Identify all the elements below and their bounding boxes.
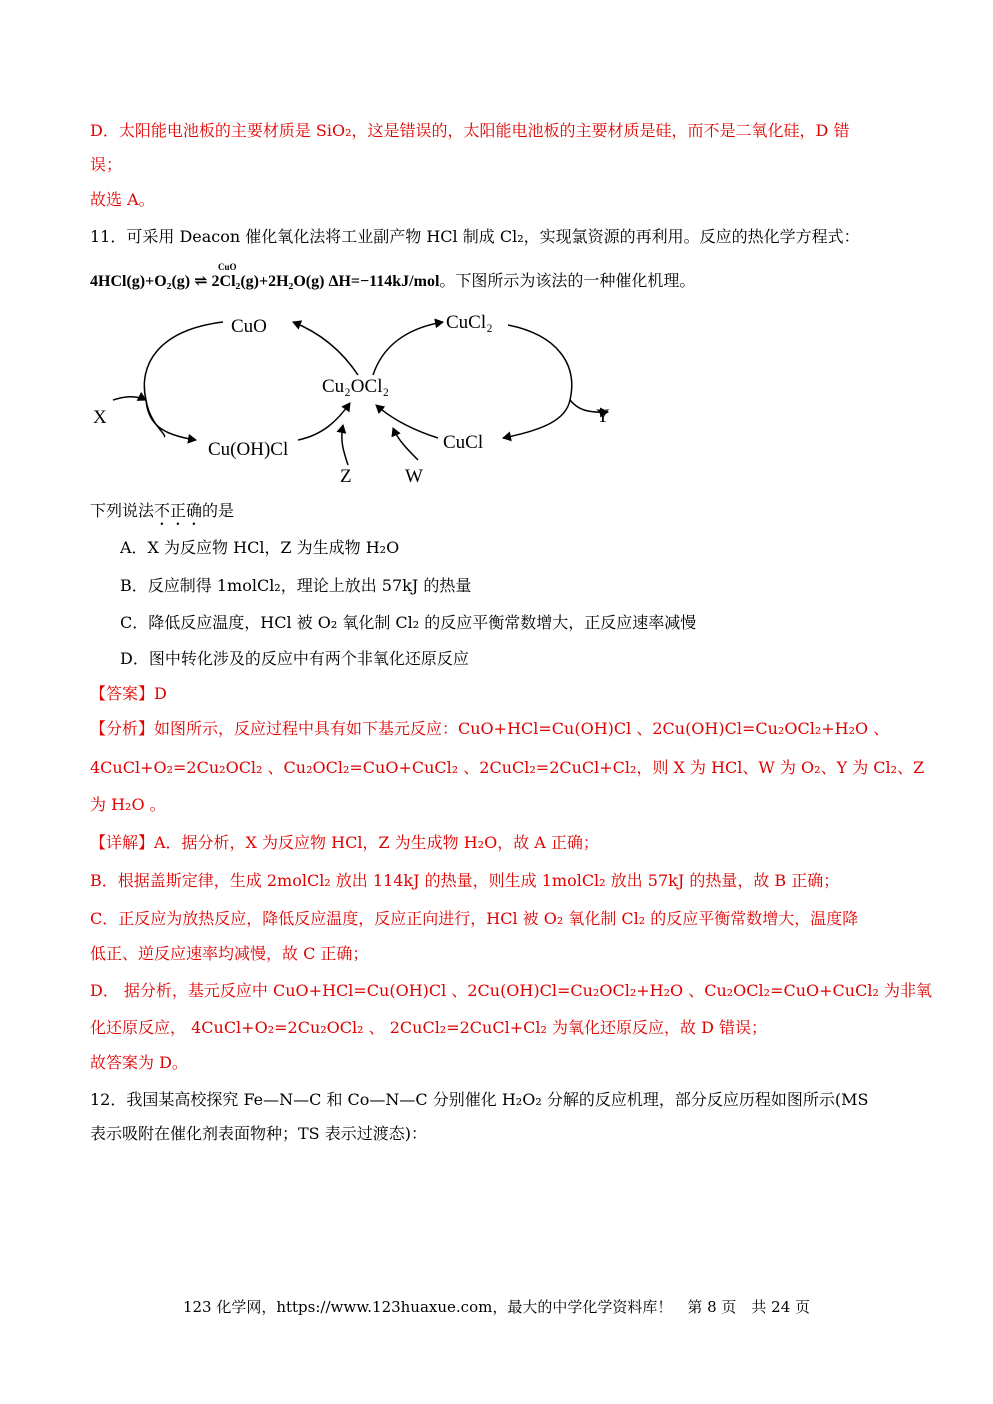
label-cu2ocl2: Cu₂OCl₂ [322, 376, 390, 397]
detail-a: 【详解】A．据分析，X 为反应物 HCl，Z 为生成物 H₂O，故 A 正确； [90, 833, 599, 852]
detail-c-line1: C．正反应为放热反应，降低反应温度，反应正向进行，HCl 被 O₂ 氧化制 Cl₂ 的反应平衡常数增大，温度降 [90, 909, 859, 928]
d-option-explanation-line1: D．太阳能电池板的主要材质是 SiO₂，这是错误的，太阳能电池板的主要材质是硅，而不是二氧化硅，D 错 [90, 121, 850, 140]
catalytic-mechanism-diagram [88, 300, 648, 500]
analysis-line1: 【分析】如图所示，反应过程中具有如下基元反应：CuO+HCl=Cu(OH)Cl 、2Cu(OH)Cl=Cu₂OCl₂+H₂O 、 [90, 719, 890, 738]
option-a: A．X 为反应物 HCl，Z 为生成物 H₂O [120, 538, 400, 557]
arrow-to-cucl2 [373, 322, 443, 375]
analysis-line3: 为 H₂O 。 [90, 795, 166, 814]
label-w: W [405, 466, 423, 487]
label-z: Z [340, 466, 352, 487]
label-x: X [93, 407, 107, 428]
option-c: C．降低反应温度，HCl 被 O₂ 氧化制 Cl₂ 的反应平衡常数增大，正反应速率减慢 [120, 613, 697, 632]
detail-c-line2: 低正、逆反应速率均减慢，故 C 正确； [90, 944, 369, 963]
option-d: D．图中转化涉及的反应中有两个非氧化还原反应 [120, 649, 469, 668]
answer: 【答案】D [90, 684, 167, 703]
question-12-line1: 12．我国某高校探究 Fe—N—C 和 Co—N—C 分别催化 H₂O₂ 分解的反应机理，部分反应历程如图所示(MS [90, 1090, 869, 1109]
conclusion-q11: 故答案为 D。 [90, 1053, 188, 1072]
conclusion-q10: 故选 A。 [90, 190, 155, 209]
label-cucl: CuCl [443, 432, 484, 453]
cycle-arc-left [144, 322, 223, 437]
label-cucl2: CuCl₂ [446, 312, 493, 333]
stem-emphasis: 不正确 [154, 501, 203, 520]
arrow-w [393, 428, 418, 460]
label-cuohcl: Cu(OH)Cl [208, 439, 289, 460]
arrow-z [342, 425, 348, 465]
question-stem [90, 498, 910, 529]
equation-tail: 。下图所示为该法的一种催化机理。 [439, 271, 696, 290]
arrow-to-cuo [293, 322, 358, 375]
stem-suffix: 的是 [202, 501, 235, 520]
thermochemical-equation: 4HCl(g)+O₂(g) ⇌ 2Cl₂(g)+2H₂O(g) ΔH=−114kJ/mol [90, 273, 440, 290]
detail-d-line1: D． 据分析，基元反应中 CuO+HCl=Cu(OH)Cl 、2Cu(OH)Cl=Cu₂OCl₂+H₂O 、Cu₂OCl₂=CuO+CuCl₂ 为非氧 [90, 981, 932, 1000]
question-12-line2: 表示吸附在催化剂表面物种；TS 表示过渡态)： [90, 1124, 427, 1143]
page-footer: 123 化学网，https://www.123huaxue.com，最大的中学化学资料库！ 第 8 页 共 24 页 [182, 1298, 811, 1316]
detail-d-line2: 化还原反应， 4CuCl+O₂=2Cu₂OCl₂ 、 2CuCl₂=2CuCl+Cl₂ 为氧化还原反应，故 D 错误； [90, 1018, 767, 1037]
label-cuo: CuO [231, 316, 267, 337]
catalyst-label: CuO [218, 262, 237, 272]
stem-prefix: 下列说法 [90, 501, 155, 520]
detail-b: B．根据盖斯定律，生成 2molCl₂ 放出 114kJ 的热量，则生成 1molCl₂ 放出 57kJ 的热量，故 B 正确； [90, 871, 840, 890]
question-11-stem-line2 [90, 268, 910, 295]
analysis-line2: 4CuCl+O₂=2Cu₂OCl₂ 、Cu₂OCl₂=CuO+CuCl₂ 、2CuCl₂=2CuCl+Cl₂，则 X 为 HCl、W 为 O₂、Y 为 Cl₂、Z [90, 758, 925, 777]
arrow-to-cucl [503, 325, 572, 438]
arrow-cucl-to-center [376, 405, 438, 438]
d-option-explanation-line2: 误； [90, 155, 123, 174]
label-y: Y [596, 406, 610, 427]
question-11-stem-line1: 11．可采用 Deacon 催化氧化法将工业副产物 HCl 制成 Cl₂，实现氯资源的再利用。反应的热化学方程式： [90, 227, 860, 246]
option-b: B．反应制得 1molCl₂，理论上放出 57kJ 的热量 [120, 576, 472, 595]
arrow-from-x [113, 397, 146, 400]
